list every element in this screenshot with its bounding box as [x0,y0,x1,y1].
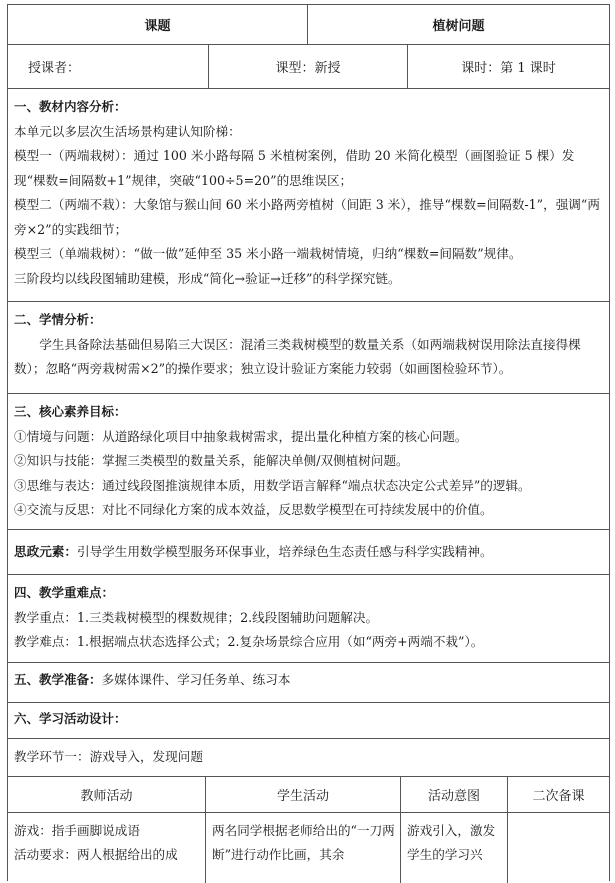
goal-item: ④交流与反思：对比不同绿化方案的成本效益，反思数学模型在可持续发展中的价值。 [14,502,493,517]
lesson-duration: 课时：第 1 课时 [461,61,556,76]
goal-item: ①情境与问题：从道路绿化项目中抽象栽树需求，提出量化种植方案的核心问题。 [14,428,468,444]
teacher-label: 授课者： [28,61,81,76]
student-activity-text: 两名同学根据老师给出的“一刀两断”进行动作比画，其余 [212,823,395,862]
section-key-points [8,575,609,663]
section-heading: 三、核心素养目标： [14,404,127,419]
paragraph: 三阶段均以线段图辅助建模，形成“简化→验证→迁移”的科学探究链。 [14,270,401,286]
activity-intent-text: 游戏引入，激发学生的学习兴 [407,823,496,862]
col-second-prep: 二次备课 [532,789,585,804]
section-heading: 四、教学重难点： [14,585,115,600]
teacher-cell [8,45,209,88]
meta-row [8,45,609,89]
student-activity-cell [206,813,401,883]
second-prep-cell [508,813,609,883]
teacher-activity-line: 游戏：指手画脚说成语 [14,823,140,838]
section-core-goals [8,394,609,530]
section-activity-design [8,703,609,739]
activity-table-row [8,813,609,883]
paragraph: 模型二（两端不栽）：大象馆与猴山间 60 米小路两旁植树（间距 3 米），推导“棵数=间隔数-1”，强调“两旁×2”的实践细节； [14,197,600,237]
section-ideology [8,530,609,575]
section-heading: 一、教材内容分析： [14,99,127,114]
col-teacher-activity: 教师活动 [8,777,206,812]
lesson-plan-page [7,4,610,881]
topic-label: 课题 [8,5,308,44]
topic-value: 植树问题 [432,19,485,34]
section-heading: 五、教学准备： [14,672,102,687]
section-student-analysis [8,302,609,394]
section-preparation [8,663,609,703]
paragraph: 本单元以多层次生活场景构建认知阶梯： [14,123,241,139]
ideology-text: 引导学生用数学模型服务环保事业，培养绿色生态责任感与科学实践精神。 [76,544,493,559]
difficult-point: 教学难点：1.根据端点状态选择公式；2.复杂场景综合应用（如“两旁+两端不栽”）。 [14,634,484,649]
topic-row [8,5,609,45]
activity-table-header [8,777,609,813]
paragraph: 模型一（两端栽树）：通过 100 米小路每隔 5 米植树案例，借助 20 米简化模型（画图验证 5 棵）发现“棵数=间隔数+1”规律，突破“100÷5=20”的思维误区； [14,148,575,188]
key-point: 教学重点：1.三类栽树模型的棵数规律；2.线段图辅助问题解决。 [14,609,379,625]
teacher-activity-line: 活动要求：两人根据给出的成 [14,847,178,862]
ideology-label: 思政元素： [14,544,77,559]
paragraph: 学生具备除法基础但易陷三大误区：混淆三类栽树模型的数量关系（如两端栽树误用除法直接得棵数）；忽略“两旁栽树需×2”的操作要求；独立设计验证方案能力较弱（如画图检验环节）。 [14,336,581,376]
col-student-activity: 学生活动 [206,777,401,812]
section-heading: 六、学习活动设计： [14,711,127,726]
goal-item: ③思维与表达：通过线段图推演规律本质，用数学语言解释“端点状态决定公式差异”的逻辑。 [14,477,531,493]
activity-intent-cell [401,813,508,883]
goal-item: ②知识与技能：掌握三类模型的数量关系，能解决单侧/双侧植树问题。 [14,453,409,468]
phase-title-row [8,739,609,777]
col-activity-intent: 活动意图 [401,777,508,812]
teacher-activity-cell [8,813,206,883]
phase-title: 教学环节一：游戏导入，发现问题 [14,749,203,764]
paragraph: 模型三（单端栽树）：“做一做”延伸至 35 米小路一端栽树情境，归纳“棵数=间隔数”规律。 [14,246,522,261]
section-heading: 二、学情分析： [14,312,102,327]
section-textbook-analysis [8,89,609,302]
lesson-type: 课型：新授 [209,45,408,88]
preparation-text: 多媒体课件、学习任务单、练习本 [101,672,291,687]
